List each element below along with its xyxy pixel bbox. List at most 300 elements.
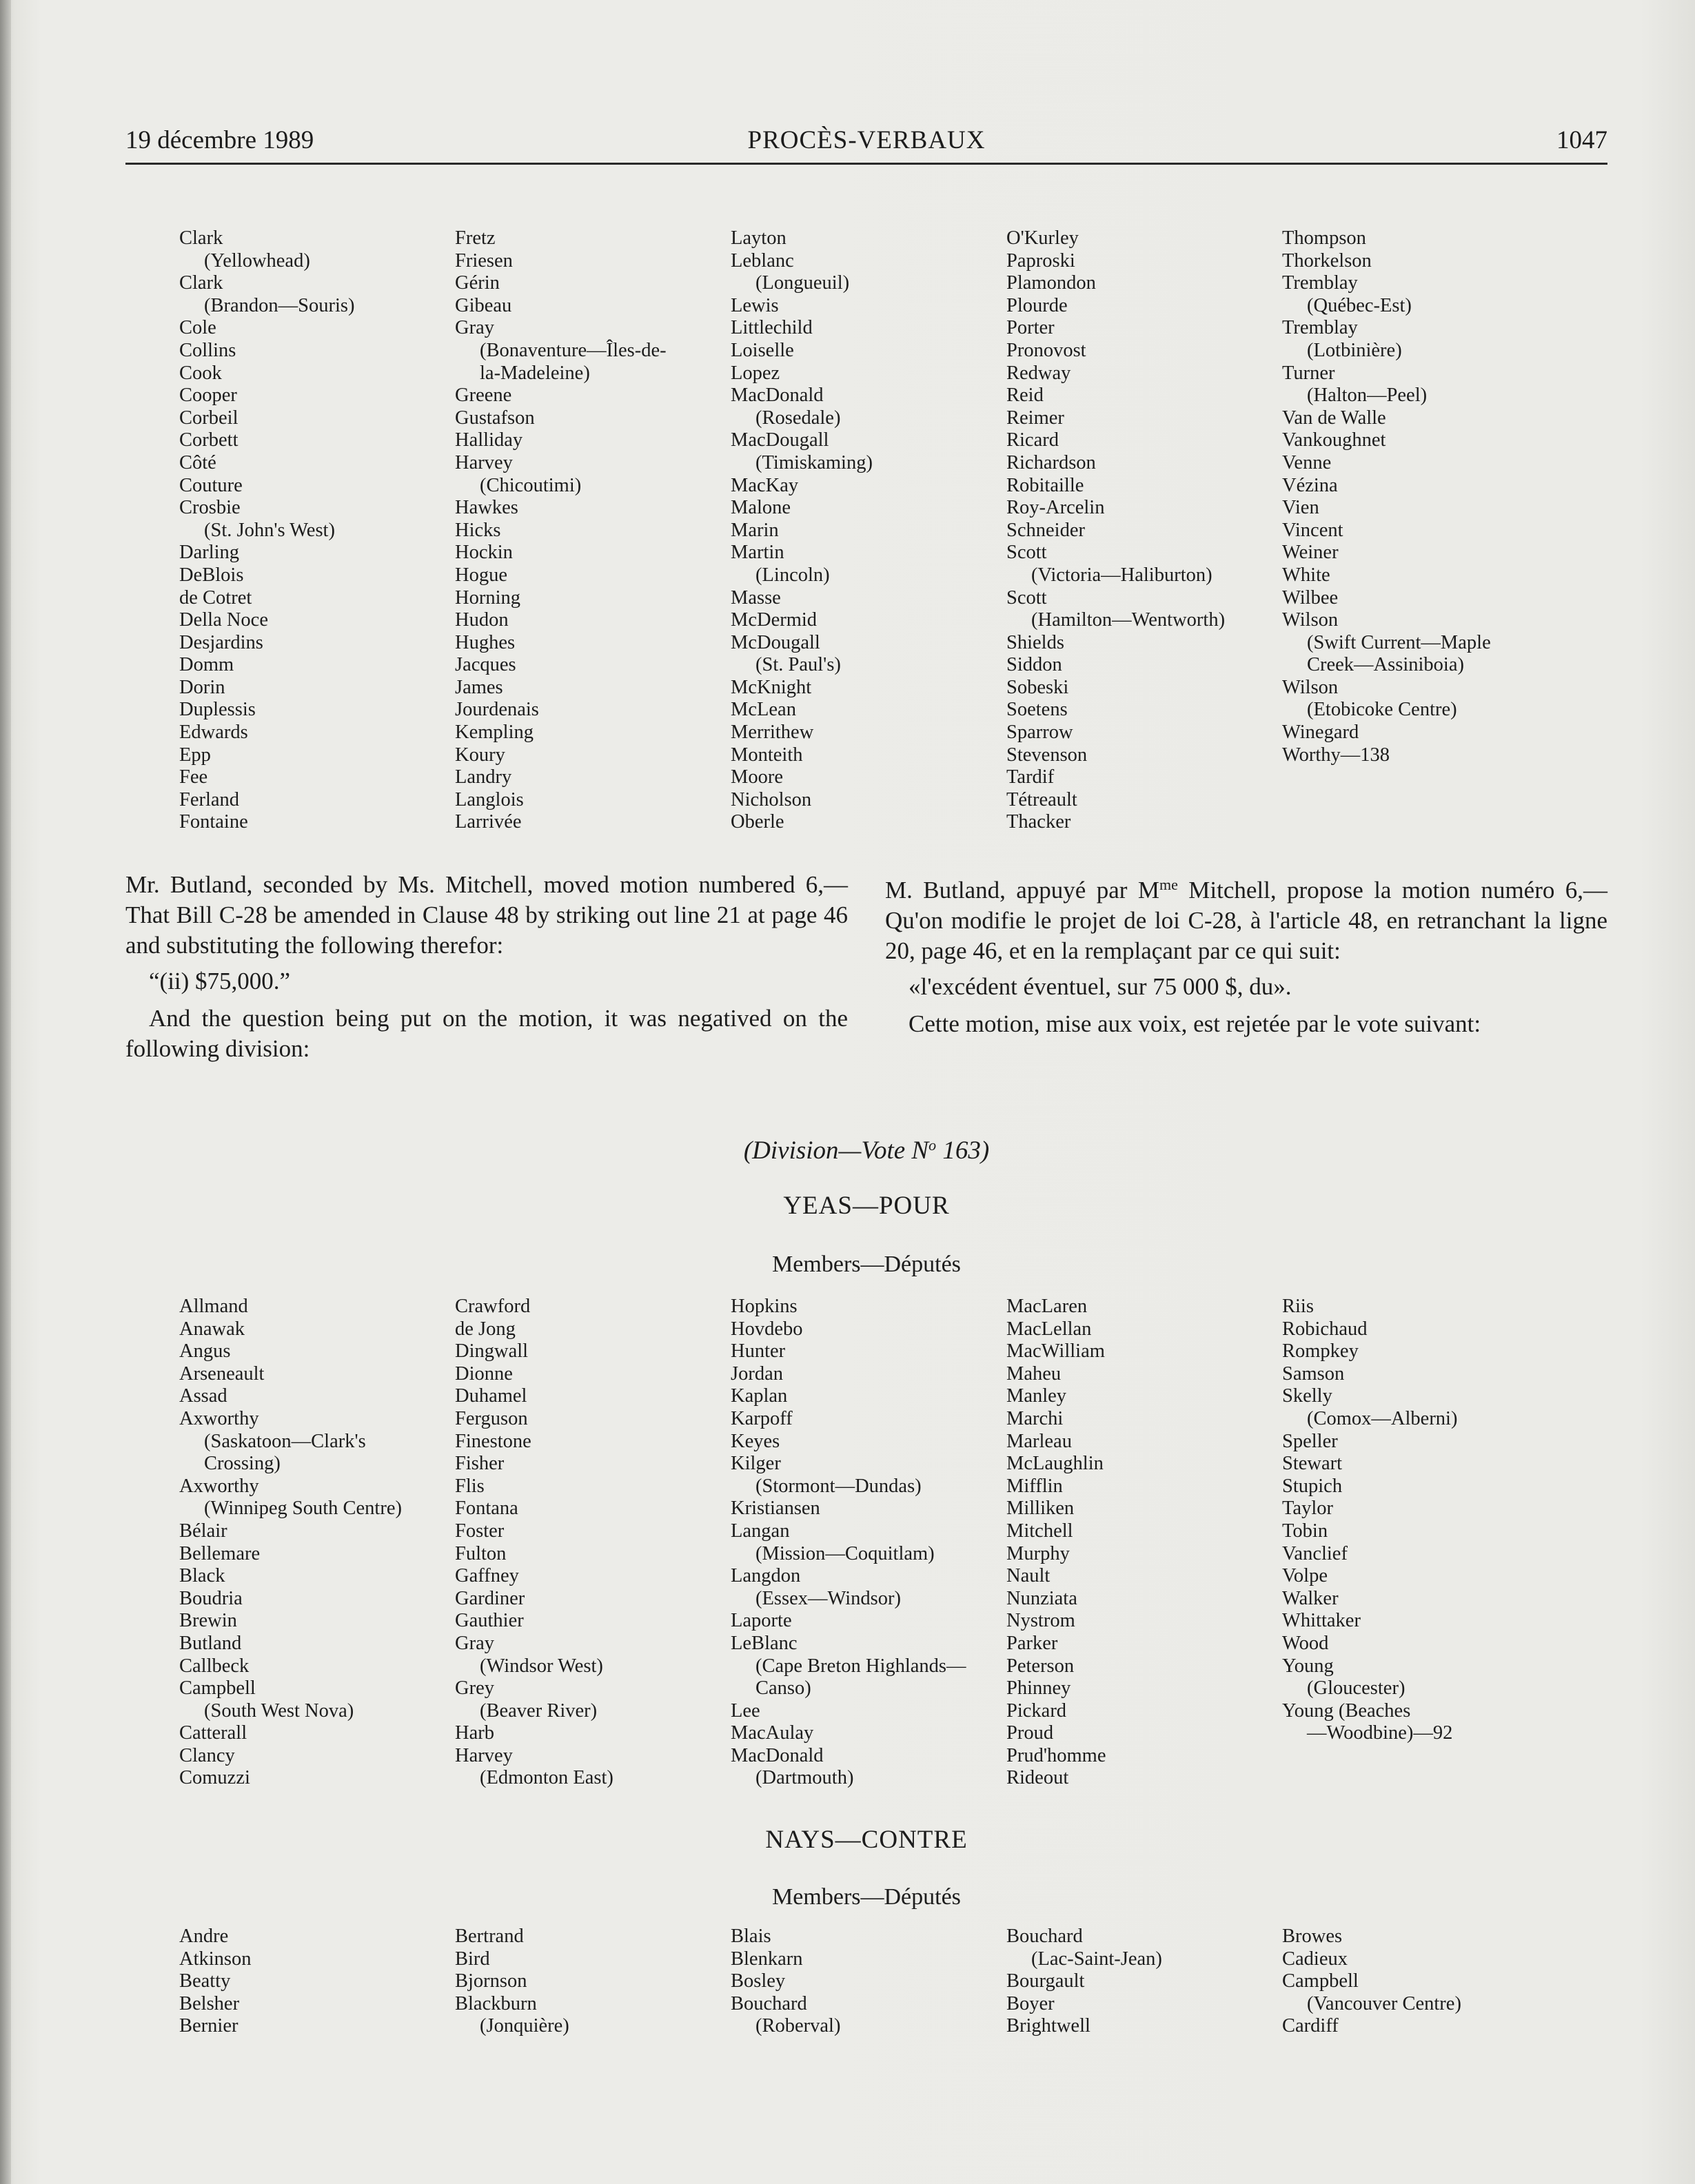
member-name: Vanclief [1282,1542,1348,1564]
member-name: Callbeck [179,1655,250,1677]
member-name: Cole [179,317,216,339]
name-column [455,1926,731,2038]
member-riding: (Brandon—Souris) [204,294,355,316]
member-name: MacAulay [731,1722,814,1744]
member-name: Halliday [455,429,523,451]
member-name: Plourde [1006,294,1068,316]
member-riding: la-Madeleine) [480,362,590,384]
member-name: Robitaille [1006,474,1084,496]
member-riding: (Roberval) [755,2015,841,2037]
division-title-b: 163) [936,1136,990,1165]
member-name: Skelly [1282,1385,1332,1407]
member-name: MacDonald [731,1744,824,1766]
motion-fr-text [885,870,1607,966]
motion-fr-quote: «l'excédent éventuel, sur 75 000 $, du». [909,973,1292,1000]
member-name: Phinney [1006,1677,1071,1700]
member-name: Porter [1006,317,1055,339]
member-name: Axworthy [179,1407,259,1429]
member-name: Hockin [455,542,513,564]
member-name: Vien [1282,497,1319,519]
member-name: Ferguson [455,1407,528,1429]
member-name: MacKay [731,474,799,496]
member-name: Kilger [731,1453,781,1475]
member-name: Soetens [1006,699,1068,721]
member-name: Corbett [179,429,238,451]
member-name: Hunter [731,1340,786,1363]
name-column [179,227,455,834]
member-name: Edwards [179,722,248,744]
member-name: Ricard [1006,429,1059,451]
member-name: Stupich [1282,1475,1343,1497]
member-name: Hicks [455,519,501,541]
member-riding: (Gloucester) [1307,1677,1405,1700]
member-riding: (Jonquière) [480,2015,569,2037]
member-name: Gardiner [455,1587,525,1609]
member-name: Cook [179,362,222,384]
member-name: DeBlois [179,564,244,586]
member-name: Speller [1282,1430,1338,1452]
member-name: Della Noce [179,609,268,631]
member-name: Clark [179,272,223,294]
member-name: Rompkey [1282,1340,1359,1363]
member-name: Brewin [179,1610,237,1632]
member-name: McDermid [731,609,818,631]
member-name: Karpoff [731,1407,793,1429]
member-name: Siddon [1006,654,1062,676]
member-name: Clancy [179,1744,235,1766]
member-riding: (Comox—Alberni) [1307,1407,1458,1429]
member-name: Moore [731,766,783,788]
member-name: Crawford [455,1296,531,1317]
member-name: Dorin [179,676,225,698]
member-name: Bélair [179,1520,227,1542]
motion-english [125,870,848,1064]
member-name: Axworthy [179,1475,259,1497]
member-riding: (Beaver River) [480,1700,598,1722]
member-name: Thompson [1282,227,1366,249]
member-name: Dionne [455,1363,513,1385]
member-name: Ferland [179,788,240,810]
member-name: Gérin [455,272,500,294]
member-name: Andre [179,1926,229,1947]
member-name: Pronovost [1006,339,1086,361]
member-name: Nicholson [731,788,812,810]
member-name: de Cotret [179,586,252,609]
member-name: Thacker [1006,811,1071,833]
member-name: Kaplan [731,1385,788,1407]
member-name: Gauthier [455,1610,524,1632]
member-name: Roy-Arcelin [1006,497,1105,519]
member-name: Milliken [1006,1498,1075,1520]
member-name: Blais [731,1926,771,1947]
name-column [179,1296,455,1790]
member-name: Comuzzi [179,1767,250,1789]
member-name: Atkinson [179,1948,252,1970]
motion-fr-question: Cette motion, mise aux voix, est rejetée par le vote suivant: [909,1010,1481,1037]
member-name: Thorkelson [1282,249,1372,272]
member-name: Anawak [179,1318,245,1340]
member-name: Cardiff [1282,2015,1339,2037]
member-name: Vincent [1282,519,1343,541]
member-name: Bourgault [1006,1970,1085,1992]
member-name: Landry [455,766,512,788]
member-name: Finestone [455,1430,531,1452]
member-name: Bird [455,1948,490,1970]
member-riding: (Lotbinière) [1307,339,1402,361]
member-name: Gustafson [455,407,535,429]
member-name: Tétreault [1006,788,1077,810]
member-name: Worthy—138 [1282,744,1390,766]
member-riding: (Etobicoke Centre) [1307,699,1457,721]
member-name: Duplessis [179,699,256,721]
member-name: Desjardins [179,631,263,653]
division-title-a: (Division—Vote N [743,1136,929,1165]
member-name: McLaughlin [1006,1453,1104,1475]
member-name: Walker [1282,1587,1339,1609]
member-name: Rideout [1006,1767,1069,1789]
member-name: Murphy [1006,1542,1070,1564]
member-name: McDougall [731,631,820,653]
member-name: Friesen [455,249,513,272]
member-name: Tremblay [1282,272,1358,294]
header-title: PROCÈS-VERBAUX [747,126,986,154]
name-column [1282,1926,1558,2038]
member-name: Bernier [179,2015,238,2037]
member-riding: (St. Paul's) [755,654,841,676]
member-name: Boyer [1006,1992,1055,2014]
member-riding: (Hamilton—Wentworth) [1031,609,1226,631]
member-name: Sobeski [1006,676,1069,698]
member-name: Venne [1282,451,1332,473]
member-name: Schneider [1006,519,1085,541]
member-name: Angus [179,1340,231,1363]
member-name: Bertrand [455,1926,524,1947]
member-name: MacDougall [731,429,829,451]
member-riding: (Victoria—Haliburton) [1031,564,1212,586]
member-name: Cadieux [1282,1948,1348,1970]
member-riding: (Swift Current—Maple [1307,631,1491,653]
member-name: McKnight [731,676,812,698]
member-name: MacWilliam [1006,1340,1105,1363]
member-name: Tardif [1006,766,1055,788]
member-name: Whittaker [1282,1610,1361,1632]
member-name: Epp [179,744,211,766]
member-name: Fontana [455,1498,518,1520]
binding-gutter [0,0,11,2184]
member-name: Reid [1006,385,1044,407]
member-name: de Jong [455,1318,516,1340]
member-name: Nault [1006,1565,1051,1587]
motion-french [885,870,1607,1064]
member-name: Dingwall [455,1340,529,1363]
member-riding: (Rosedale) [755,407,841,429]
member-name: Langlois [455,788,524,810]
member-name: Redway [1006,362,1071,384]
member-name: Langan [731,1520,790,1542]
member-name: White [1282,564,1330,586]
member-name: Larrivée [455,811,522,833]
member-name: Wood [1282,1632,1329,1654]
name-column [179,1926,455,2038]
motion-fr-text-b: Mitchell, propose la motion numéro 6,—Qu'on modifie le projet de loi C-28, à l'article 48, en retranchant la ligne 20, page 46, et en la remplaçant par ce qui suit: [885,877,1608,964]
member-name: Lewis [731,294,779,316]
member-name: Monteith [731,744,803,766]
member-name: Taylor [1282,1498,1333,1520]
member-name: Pickard [1006,1700,1067,1722]
member-name: Bouchard [1006,1926,1083,1947]
member-name: Belsher [179,1992,240,2014]
name-column [1006,1296,1282,1790]
member-name: Harvey [455,451,513,473]
member-name: Côté [179,451,216,473]
member-name: Martin [731,542,784,564]
member-name: Horning [455,586,520,609]
member-name: Samson [1282,1363,1345,1385]
motion-en-text: Mr. Butland, seconded by Ms. Mitchell, moved motion numbered 6,—That Bill C-28 be amended in Clause 48 by striking out line 21 at page 46 and substituting the following therefor: [125,871,848,959]
member-name: Volpe [1282,1565,1328,1587]
nays-list [179,1926,1558,2038]
member-name: Parker [1006,1632,1058,1654]
yeas-subheading: Members—Députés [772,1252,961,1277]
motion-section [125,870,1607,1064]
member-name: Reimer [1006,407,1064,429]
member-name: Gray [455,1632,494,1654]
member-name: Scott [1006,542,1047,564]
member-name: Allmand [179,1296,248,1317]
member-name: Couture [179,474,243,496]
running-head [125,124,1607,165]
member-name: Black [179,1565,225,1587]
member-riding: (St. John's West) [204,519,335,541]
member-riding: (Québec-Est) [1307,294,1412,316]
member-name: Boudria [179,1587,243,1609]
name-column [455,1296,731,1790]
member-name: LeBlanc [731,1632,798,1654]
member-name: Fontaine [179,811,248,833]
motion-fr-superscript: me [1159,876,1178,893]
name-column [731,227,1006,834]
division-title-sup: o [928,1136,937,1154]
member-name: Maheu [1006,1363,1062,1385]
member-name: Fretz [455,227,496,249]
member-name: Blenkarn [731,1948,803,1970]
member-name: Young [1282,1655,1334,1677]
member-name: Jacques [455,654,516,676]
member-riding: (Essex—Windsor) [755,1587,901,1609]
member-name: Collins [179,339,236,361]
member-name: Kristiansen [731,1498,820,1520]
member-riding: (Lac-Saint-Jean) [1031,1948,1162,1970]
member-name: Van de Walle [1282,407,1386,429]
member-riding: (Edmonton East) [480,1767,613,1789]
name-column [731,1296,1006,1790]
member-name: Greene [455,385,512,407]
member-name: Jordan [731,1363,783,1385]
member-riding: (Longueuil) [755,272,850,294]
prior-division-list [179,227,1558,834]
member-name: Fee [179,766,208,788]
member-name: Littlechild [731,317,813,339]
member-name: Bellemare [179,1542,261,1564]
name-column [1006,227,1282,834]
member-name: Malone [731,497,791,519]
member-name: Richardson [1006,451,1096,473]
nays-subheading: Members—Députés [772,1884,961,1910]
member-name: Lopez [731,362,780,384]
member-riding: Creek—Assiniboia) [1307,654,1464,676]
division-title [125,1136,1607,1165]
member-name: Koury [455,744,505,766]
member-name: Tobin [1282,1520,1328,1542]
member-riding: (Vancouver Centre) [1307,1992,1461,2014]
header-date: 19 décembre 1989 [125,126,314,154]
member-riding: (Yellowhead) [204,249,310,272]
member-name: O'Kurley [1006,227,1079,249]
name-column [455,227,731,834]
member-name: Young (Beaches [1282,1700,1411,1722]
member-name: Keyes [731,1430,780,1452]
member-riding: (Mission—Coquitlam) [755,1542,935,1564]
member-riding: (Winnipeg South Centre) [204,1498,402,1520]
member-name: Fulton [455,1542,507,1564]
member-name: Masse [731,586,781,609]
member-name: Leblanc [731,249,794,272]
member-name: Marleau [1006,1430,1072,1452]
member-riding: (Windsor West) [480,1655,603,1677]
member-name: Nystrom [1006,1610,1075,1632]
member-name: Laporte [731,1610,792,1632]
member-name: Tremblay [1282,317,1358,339]
member-name: McLean [731,699,796,721]
member-name: Winegard [1282,722,1359,744]
member-name: Langdon [731,1565,801,1587]
member-riding: Canso) [755,1677,811,1700]
member-name: Marchi [1006,1407,1064,1429]
member-name: Wilson [1282,609,1339,631]
nays-heading: NAYS—CONTRE [765,1826,968,1854]
header-page-number: 1047 [1556,126,1607,154]
member-name: Duhamel [455,1385,527,1407]
member-name: Merrithew [731,722,814,744]
member-name: Loiselle [731,339,794,361]
member-name: Brightwell [1006,2015,1090,2037]
member-riding: (Lincoln) [755,564,830,586]
member-name: Scott [1006,586,1047,609]
member-riding: (South West Nova) [204,1700,354,1722]
member-name: Weiner [1282,542,1339,564]
member-name: MacDonald [731,385,824,407]
member-riding: (Halton—Peel) [1307,385,1428,407]
member-name: Vankoughnet [1282,429,1386,451]
motion-en-quote: “(ii) $75,000.” [149,968,291,994]
member-name: Crosbie [179,497,241,519]
member-name: Catterall [179,1722,247,1744]
member-name: Turner [1282,362,1335,384]
member-riding: —Woodbine)—92 [1307,1722,1453,1744]
member-name: Beatty [179,1970,231,1992]
member-name: Prud'homme [1006,1744,1106,1766]
member-name: Sparrow [1006,722,1073,744]
member-riding: (Saskatoon—Clark's [204,1430,366,1452]
member-name: Corbeil [179,407,238,429]
member-name: Harvey [455,1744,513,1766]
member-name: Hogue [455,564,507,586]
name-column [731,1926,1006,2038]
member-name: Robichaud [1282,1318,1368,1340]
member-name: Lee [731,1700,760,1722]
member-riding: Crossing) [204,1453,281,1475]
member-riding: (Bonaventure—Îles-de- [480,339,667,361]
name-column [1282,1296,1558,1790]
member-name: MacLaren [1006,1296,1088,1317]
member-name: Arseneault [179,1363,265,1385]
member-riding: (Chicoutimi) [480,474,582,496]
member-name: Harb [455,1722,494,1744]
member-name: Flis [455,1475,485,1497]
member-name: Gray [455,317,494,339]
member-name: Plamondon [1006,272,1096,294]
yeas-list [179,1296,1558,1790]
member-name: James [455,676,503,698]
member-name: Proud [1006,1722,1054,1744]
motion-en-question: And the question being put on the motion, it was negatived on the following division: [125,1005,848,1062]
member-name: Hughes [455,631,516,653]
member-name: Bouchard [731,1992,807,2014]
member-name: MacLellan [1006,1318,1092,1340]
member-name: Hudon [455,609,509,631]
member-name: Fisher [455,1453,505,1475]
member-name: Bjornson [455,1970,527,1992]
member-name: Clark [179,227,223,249]
member-name: Grey [455,1677,494,1700]
member-name: Peterson [1006,1655,1075,1677]
member-name: Stewart [1282,1453,1343,1475]
member-name: Campbell [1282,1970,1359,1992]
member-name: Domm [179,654,234,676]
member-name: Browes [1282,1926,1343,1947]
member-name: Wilbee [1282,586,1339,609]
name-column [1006,1926,1282,2038]
member-name: Hovdebo [731,1318,803,1340]
member-name: Cooper [179,385,237,407]
member-name: Riis [1282,1296,1314,1317]
member-name: Butland [179,1632,242,1654]
member-name: Nunziata [1006,1587,1077,1609]
member-name: Gibeau [455,294,512,316]
member-riding: (Dartmouth) [755,1767,854,1789]
member-name: Blackburn [455,1992,537,2014]
member-name: Jourdenais [455,699,539,721]
member-name: Bosley [731,1970,786,1992]
motion-fr-text-a: M. Butland, appuyé par M [885,877,1159,904]
member-name: Stevenson [1006,744,1088,766]
member-name: Shields [1006,631,1064,653]
member-name: Paproski [1006,249,1075,272]
member-name: Darling [179,542,240,564]
member-name: Layton [731,227,786,249]
name-column [1282,227,1558,834]
member-name: Vézina [1282,474,1338,496]
member-name: Assad [179,1385,227,1407]
member-name: Mitchell [1006,1520,1073,1542]
member-riding: (Stormont—Dundas) [755,1475,922,1497]
member-name: Foster [455,1520,505,1542]
yeas-heading: YEAS—POUR [783,1192,950,1220]
member-name: Gaffney [455,1565,519,1587]
member-riding: (Cape Breton Highlands— [755,1655,966,1677]
member-name: Hopkins [731,1296,798,1317]
member-name: Manley [1006,1385,1067,1407]
